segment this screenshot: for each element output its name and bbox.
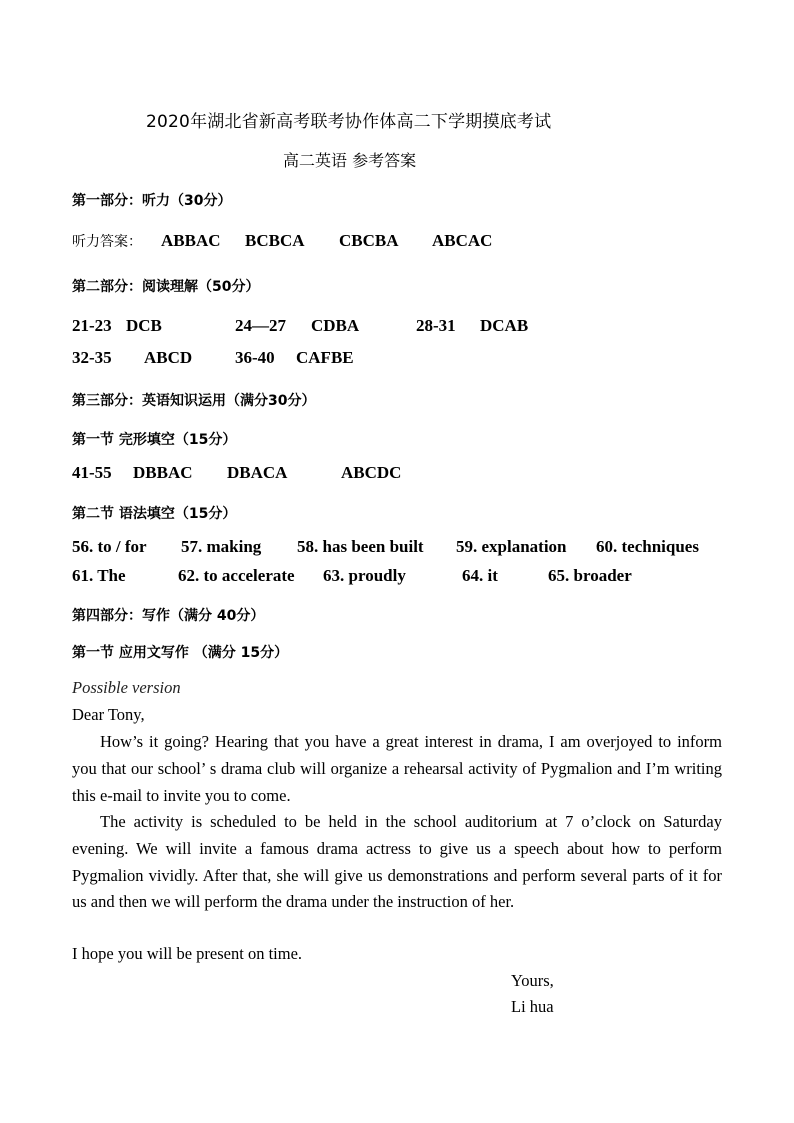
grammar-answer: 61. The — [72, 566, 126, 585]
cloze-answer-group: ABCDC — [341, 463, 402, 482]
part2-heading: 第二部分：阅读理解（50分） — [72, 279, 260, 295]
grammar-answer: 57. making — [181, 537, 262, 556]
listening-answer-group: CBCBA — [339, 231, 399, 250]
cloze-range: 41-55 — [72, 463, 112, 482]
reading-answer: DCB — [126, 316, 162, 335]
part1-heading: 第一部分：听力（30分） — [72, 193, 232, 209]
grammar-answer: 65. broader — [548, 566, 632, 585]
listening-answer-group: ABCAC — [432, 231, 493, 250]
grammar-answer: 56. to / for — [72, 537, 147, 556]
letter-greeting: Dear Tony, — [72, 705, 145, 724]
grammar-answer: 59. explanation — [456, 537, 567, 556]
reading-answer: DCAB — [480, 316, 529, 335]
letter-paragraph: The activity is scheduled to be held in the school auditorium at 7 o’clock on Saturday evening. We will invite a famous drama actress to give us a speech about how to perform Pygmalion vividly. After that, she will give us demonstrations and perform several parts of it for us and then we will perform the drama under the instruction of her. — [72, 812, 722, 912]
writing-heading: 第一节 应用文写作 （满分 15分） — [72, 645, 289, 661]
reading-range: 28-31 — [416, 316, 456, 335]
letter-signature: Li hua — [511, 997, 554, 1016]
reading-answer: ABCD — [144, 348, 193, 367]
page-title: 2020年湖北省新高考联考协作体高二下学期摸底考试 — [146, 112, 552, 132]
version-label: Possible version — [72, 678, 181, 697]
grammar-answer: 60. techniques — [596, 537, 699, 556]
listening-answer-group: ABBAC — [161, 231, 221, 250]
reading-range: 32-35 — [72, 348, 112, 367]
cloze-answer-group: DBBAC — [133, 463, 193, 482]
reading-answer: CAFBE — [296, 348, 354, 367]
grammar-answer: 62. to accelerate — [178, 566, 295, 585]
page-subtitle: 高二英语 参考答案 — [283, 151, 417, 170]
letter-paragraph: How’s it going? Hearing that you have a great interest in drama, I am overjoyed to inform you that our school’ s drama club will organize a rehearsal activity of Pygmalion and I’m writing this e-mail to invite you to come. — [72, 732, 722, 805]
grammar-answer: 63. proudly — [323, 566, 406, 585]
part4-heading: 第四部分：写作（满分 40分） — [72, 608, 265, 624]
reading-range: 36-40 — [235, 348, 275, 367]
listening-answer-label: 听力答案： — [72, 234, 142, 250]
grammar-answer: 64. it — [462, 566, 498, 585]
letter-sign-off: Yours, — [511, 971, 554, 990]
letter-closing-line: I hope you will be present on time. — [72, 944, 303, 963]
listening-answer-group: BCBCA — [245, 231, 305, 250]
grammar-answer: 58. has been built — [297, 537, 424, 556]
reading-range: 24—27 — [235, 316, 286, 335]
reading-answer: CDBA — [311, 316, 360, 335]
reading-range: 21-23 — [72, 316, 112, 335]
part3-heading: 第三部分：英语知识运用（满分30分） — [72, 393, 316, 409]
cloze-answer-group: DBACA — [227, 463, 288, 482]
grammar-heading: 第二节 语法填空（15分） — [72, 506, 237, 522]
listening-answers-row — [72, 231, 142, 251]
cloze-heading: 第一节 完形填空（15分） — [72, 432, 237, 448]
